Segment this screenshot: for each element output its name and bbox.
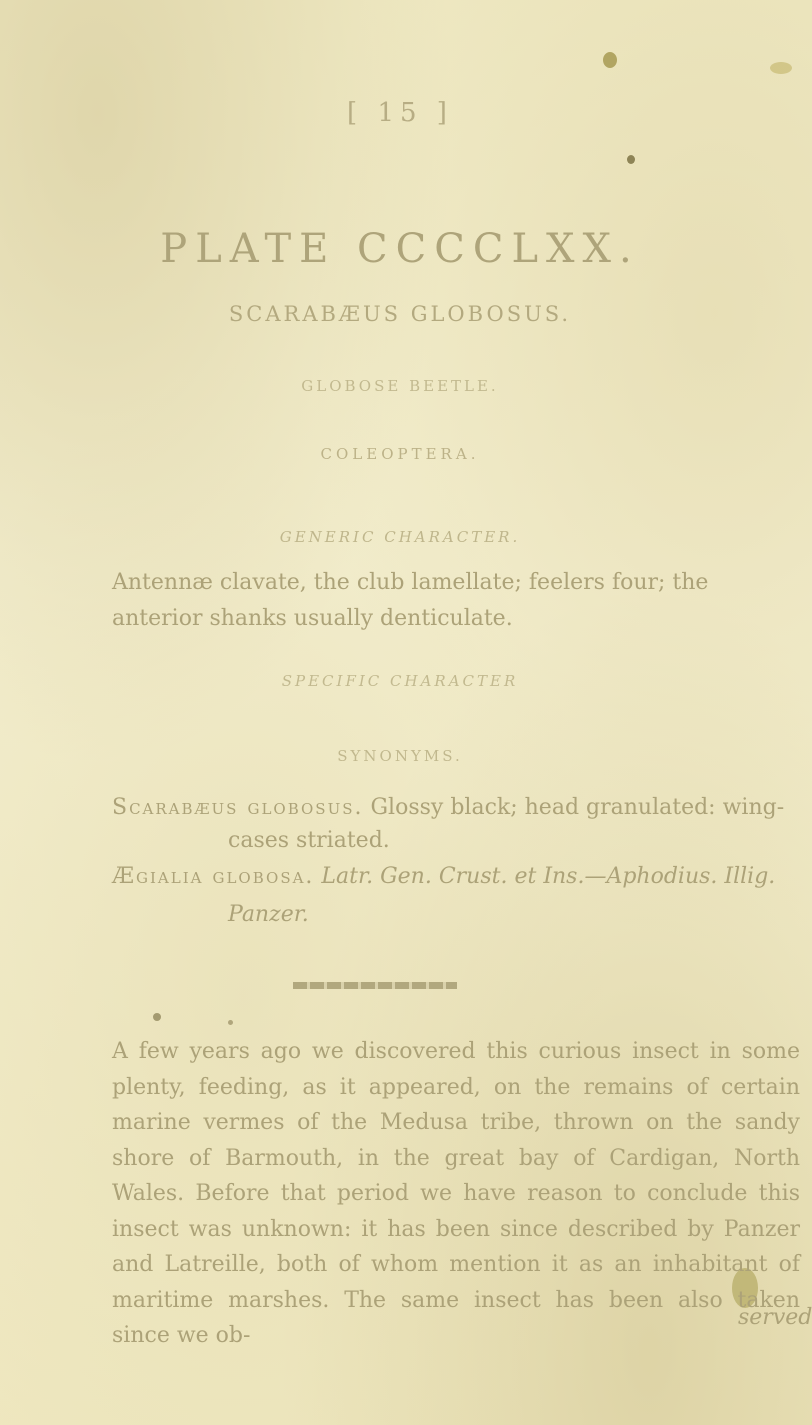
synonym-name: Ægialia globosa. bbox=[112, 864, 315, 889]
foxing-spot bbox=[153, 1013, 161, 1021]
generic-character-heading: GENERIC CHARACTER. bbox=[279, 528, 521, 546]
specific-character-line bbox=[112, 795, 784, 820]
synonyms-heading: SYNONYMS. bbox=[337, 747, 463, 765]
species-name: SCARABÆUS GLOBOSUS. bbox=[228, 302, 572, 326]
common-name: GLOBOSE BEETLE. bbox=[301, 377, 499, 395]
foxing-spot bbox=[627, 155, 635, 164]
generic-character-text: Antennæ clavate, the club lamellate; feelers four; the anterior shanks usually denticulate. bbox=[112, 570, 709, 631]
specific-text-continued: cases striated. bbox=[228, 828, 390, 853]
catchword: served bbox=[738, 1305, 812, 1330]
section-divider bbox=[293, 982, 457, 989]
synonym-line bbox=[112, 864, 775, 889]
plate-title: PLATE CCCCLXX. bbox=[160, 226, 640, 272]
specific-text: Glossy black; head granulated: wing- bbox=[370, 795, 785, 820]
foxing-spot bbox=[228, 1020, 233, 1025]
foxing-spot bbox=[770, 62, 792, 74]
synonym-references: Latr. Gen. Crust. et Ins.—Aphodius. Illig. bbox=[321, 864, 776, 889]
body-text: A few years ago we discovered this curious insect in some plenty, feeding, as it appeared, on the remains of certain marine vermes of the Medusa tribe, thrown on the sandy shore of Barmouth, in the great bay of Cardigan, North Wales. Before that period we have reason to conclude this insect was unknown: it has been since described by Panzer and Latreille, both of whom mention it as an inhabitant of maritime marshes. The same insect has been also taken since we ob- bbox=[112, 1039, 800, 1348]
foxing-spot bbox=[603, 52, 617, 68]
specific-character-heading: SPECIFIC CHARACTER bbox=[281, 672, 519, 690]
specific-name: Scarabæus globosus. bbox=[112, 795, 364, 820]
synonym-references-continued: Panzer. bbox=[228, 902, 309, 927]
order-name: COLEOPTERA. bbox=[320, 445, 480, 463]
page-number: [ 15 ] bbox=[347, 98, 453, 128]
